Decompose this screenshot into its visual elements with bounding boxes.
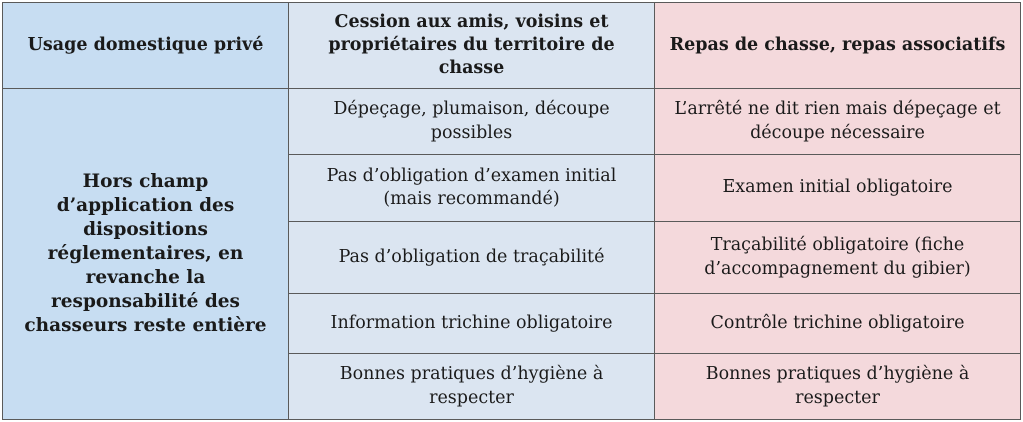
header-repas: Repas de chasse, repas associatifs: [655, 3, 1021, 89]
cell-repas: Contrôle trichine obligatoire: [655, 294, 1021, 354]
cell-repas: Examen initial obligatoire: [655, 155, 1021, 222]
cell-repas: Traçabilité obligatoire (fiche d’accompagnement du gibier): [655, 222, 1021, 294]
row-header-hors-champ: Hors champ d’application des dispositions réglementaires, en revanche la responsabilité des chasseurs reste entière: [3, 89, 289, 420]
cell-cession: Bonnes pratiques d’hygiène à respecter: [289, 354, 655, 420]
cell-cession: Pas d’obligation de traçabilité: [289, 222, 655, 294]
header-usage-domestique: Usage domestique privé: [3, 3, 289, 89]
table-row: [3, 89, 1021, 155]
header-cession: Cession aux amis, voisins et propriétaires du territoire de chasse: [289, 3, 655, 89]
cell-repas: L’arrêté ne dit rien mais dépeçage et découpe nécessaire: [655, 89, 1021, 155]
cell-repas: Bonnes pratiques d’hygiène à respecter: [655, 354, 1021, 420]
cell-cession: Pas d’obligation d’examen initial (mais recommandé): [289, 155, 655, 222]
regulation-table: [2, 2, 1021, 420]
cell-cession: Dépeçage, plumaison, découpe possibles: [289, 89, 655, 155]
cell-cession: Information trichine obligatoire: [289, 294, 655, 354]
header-row: [3, 3, 1021, 89]
